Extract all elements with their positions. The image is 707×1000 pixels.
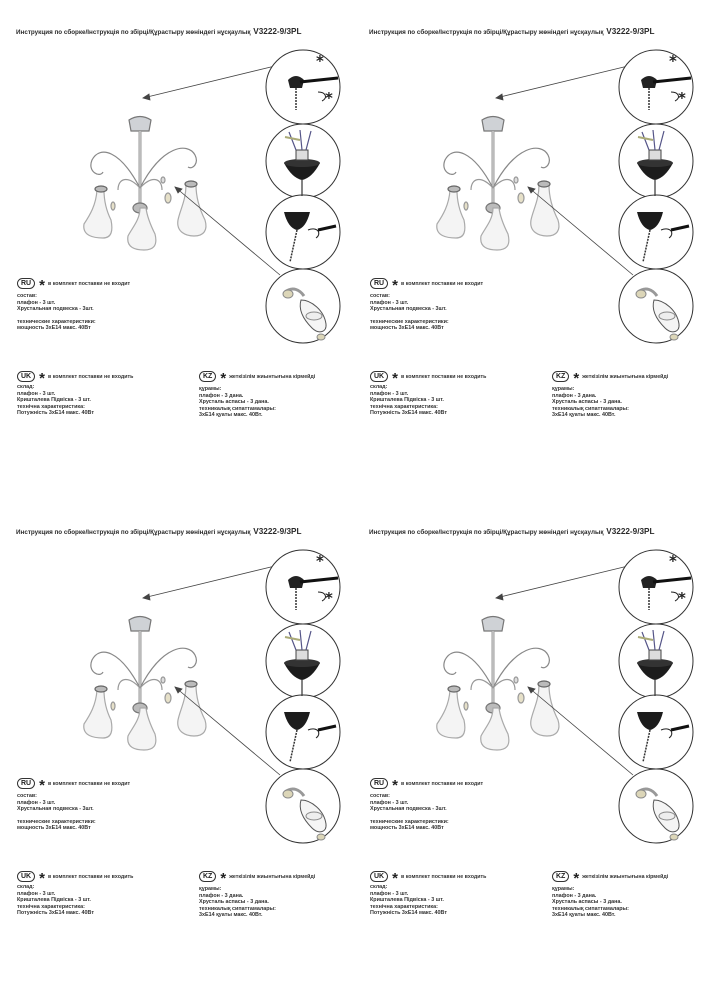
uk-spec [370,884,447,917]
uk-line: Потужність 3хЕ14 макс. 40Вт [17,910,94,917]
ru-line: технические характеристики: [370,818,449,825]
asterisk-icon: * [39,869,45,887]
model-code: V3222-9/3PL [253,27,302,36]
kz-header [552,369,669,387]
asterisk-icon: * [392,776,398,794]
ru-line: технические характеристики: [17,818,96,825]
chandelier-drawing [437,617,559,751]
assembly-illustration [353,500,706,1000]
kz-badge: KZ [199,871,216,882]
ru-line: Хрустальная подвеска - 3шт. [17,806,94,813]
ru-note: в комплект поставки не входит [400,780,484,787]
ru-badge: RU [370,778,388,789]
kz-line: Хрусталь аспасы - 3 дана. [552,899,622,906]
asterisk-icon: * [39,276,45,294]
svg-text:*: * [678,89,686,107]
asterisk-icon: * [39,776,45,794]
uk-line: склад: [17,384,35,390]
kz-line: 3хЕ14 қуаты макс. 40Вт. [552,912,616,919]
ru-spec [370,293,449,332]
kz-note: жеткізілім жиынтығына кірмейді [229,873,316,880]
ru-spec [17,293,96,332]
ru-header [370,776,484,794]
model-code: V3222-9/3PL [253,527,302,536]
svg-text:*: * [316,552,324,570]
kz-line: техникалық сипаттамалары: [199,905,276,912]
ru-spec [17,793,96,832]
kz-header [552,869,669,887]
uk-badge: UK [17,371,35,382]
ru-line: состав: [17,793,37,799]
kz-line: 3хЕ14 қуаты макс. 40Вт. [199,412,263,419]
kz-note: жеткізілім жиынтығына кірмейді [229,373,316,380]
uk-line: плафон - 3 шт. [17,390,56,397]
uk-note: в комплект поставки не входить [400,873,487,880]
asterisk-icon: * [573,869,580,887]
uk-line: склад: [17,884,35,890]
uk-line: технічна характеристика: [17,903,85,910]
kz-line: 3хЕ14 қуаты макс. 40Вт. [552,412,616,419]
kz-line: плафон - 3 дана. [552,392,597,399]
ru-spec [370,793,449,832]
ru-header [17,276,131,294]
kz-line: плафон - 3 дана. [199,392,244,399]
uk-line: Кришталева Підвіска - 3 шт. [370,897,444,904]
kz-spec [552,886,629,919]
uk-line: Потужність 3хЕ14 макс. 40Вт [370,410,447,417]
ru-note: в комплект поставки не входит [400,280,484,287]
uk-line: плафон - 3 шт. [17,890,56,897]
uk-badge: UK [370,371,388,382]
uk-line: Потужність 3хЕ14 макс. 40Вт [17,410,94,417]
arrows [496,566,633,775]
kz-line: Хрусталь аспасы - 3 дана. [552,399,622,406]
uk-line: склад: [370,884,388,890]
kz-line: құрамы: [199,886,222,892]
model-code: V3222-9/3PL [606,527,655,536]
arrows [496,66,633,275]
uk-line: плафон - 3 шт. [370,890,409,897]
kz-line: техникалық сипаттамалары: [199,405,276,412]
svg-text:*: * [669,552,677,570]
svg-text:*: * [669,52,677,70]
uk-line: Кришталева Підвіска - 3 шт. [17,397,91,404]
chandelier-drawing [84,117,206,251]
ru-line: мощность 3хЕ14 макс. 40Вт [370,825,444,832]
asterisk-icon: * [220,369,227,387]
uk-line: Кришталева Підвіска - 3 шт. [17,897,91,904]
kz-badge: KZ [552,371,569,382]
ru-badge: RU [17,278,35,289]
chandelier-drawing [84,617,206,751]
assembly-illustration [0,500,353,1000]
ru-line: мощность 3хЕ14 макс. 40Вт [17,325,91,332]
kz-spec [199,886,276,919]
uk-note: в комплект поставки не входить [47,373,134,380]
kz-line: құрамы: [552,386,575,392]
svg-text:*: * [325,89,333,107]
asterisk-icon: * [392,869,398,887]
asterisk-icon: * [392,369,398,387]
ru-note: в комплект поставки не входит [47,280,131,287]
ru-line: технические характеристики: [17,318,96,325]
ru-badge: RU [17,778,35,789]
instruction-panel-top-left [0,0,353,500]
uk-badge: UK [17,871,35,882]
chandelier-drawing [437,117,559,251]
assembly-illustration [353,0,706,500]
ru-line: мощность 3хЕ14 макс. 40Вт [17,825,91,832]
assembly-illustration [0,0,353,500]
kz-badge: KZ [199,371,216,382]
ru-badge: RU [370,278,388,289]
ru-header [370,276,484,294]
kz-header [199,369,316,387]
ru-line: Хрустальная подвеска - 3шт. [17,306,94,313]
ru-line: состав: [17,293,37,299]
uk-line: Потужність 3хЕ14 макс. 40Вт [370,910,447,917]
kz-line: плафон - 3 дана. [552,892,597,899]
ru-line: Хрустальная подвеска - 3шт. [370,806,447,813]
kz-spec [199,386,276,419]
title-text: Инструкция по сборке/Інструкція по збірці/Құрастыру жөніндегі нұсқаулық [16,529,251,536]
ru-line: Хрустальная подвеска - 3шт. [370,306,447,313]
instruction-panel-bottom-right [353,500,706,1000]
kz-line: техникалық сипаттамалары: [552,905,629,912]
ru-line: плафон - 3 шт. [370,299,409,306]
uk-badge: UK [370,871,388,882]
ru-line: плафон - 3 шт. [370,799,409,806]
kz-line: құрамы: [552,886,575,892]
instruction-panel-top-right [353,0,706,500]
uk-line: плафон - 3 шт. [370,390,409,397]
instruction-panel-bottom-left [0,500,353,1000]
ru-line: состав: [370,793,390,799]
arrows [143,566,280,775]
asterisk-icon: * [573,369,580,387]
kz-line: Хрусталь аспасы - 3 дана. [199,399,269,406]
uk-spec [17,384,94,417]
arrows [143,66,280,275]
uk-note: в комплект поставки не входить [47,873,134,880]
kz-note: жеткізілім жиынтығына кірмейді [582,873,669,880]
model-code: V3222-9/3PL [606,27,655,36]
uk-note: в комплект поставки не входить [400,373,487,380]
ru-line: технические характеристики: [370,318,449,325]
title-text: Инструкция по сборке/Інструкція по збірці/Құрастыру жөніндегі нұсқаулық [369,529,604,536]
ru-header [17,776,131,794]
uk-line: склад: [370,384,388,390]
kz-badge: KZ [552,871,569,882]
kz-line: құрамы: [199,386,222,392]
svg-text:*: * [316,52,324,70]
asterisk-icon: * [392,276,398,294]
uk-spec [370,384,447,417]
uk-spec [17,884,94,917]
uk-line: Кришталева Підвіска - 3 шт. [370,397,444,404]
ru-line: мощность 3хЕ14 макс. 40Вт [370,325,444,332]
ru-line: плафон - 3 шт. [17,299,56,306]
kz-line: техникалық сипаттамалары: [552,405,629,412]
uk-line: технічна характеристика: [370,403,438,410]
kz-line: плафон - 3 дана. [199,892,244,899]
kz-line: 3хЕ14 қуаты макс. 40Вт. [199,912,263,919]
ru-line: состав: [370,293,390,299]
uk-line: технічна характеристика: [17,403,85,410]
uk-line: технічна характеристика: [370,903,438,910]
svg-text:*: * [678,589,686,607]
kz-line: Хрусталь аспасы - 3 дана. [199,899,269,906]
kz-note: жеткізілім жиынтығына кірмейді [582,373,669,380]
asterisk-icon: * [220,869,227,887]
kz-spec [552,386,629,419]
title-text: Инструкция по сборке/Інструкція по збірці/Құрастыру жөніндегі нұсқаулық [16,29,251,36]
svg-text:*: * [325,589,333,607]
asterisk-icon: * [39,369,45,387]
kz-header [199,869,316,887]
ru-line: плафон - 3 шт. [17,799,56,806]
ru-note: в комплект поставки не входит [47,780,131,787]
title-text: Инструкция по сборке/Інструкція по збірці/Құрастыру жөніндегі нұсқаулық [369,29,604,36]
